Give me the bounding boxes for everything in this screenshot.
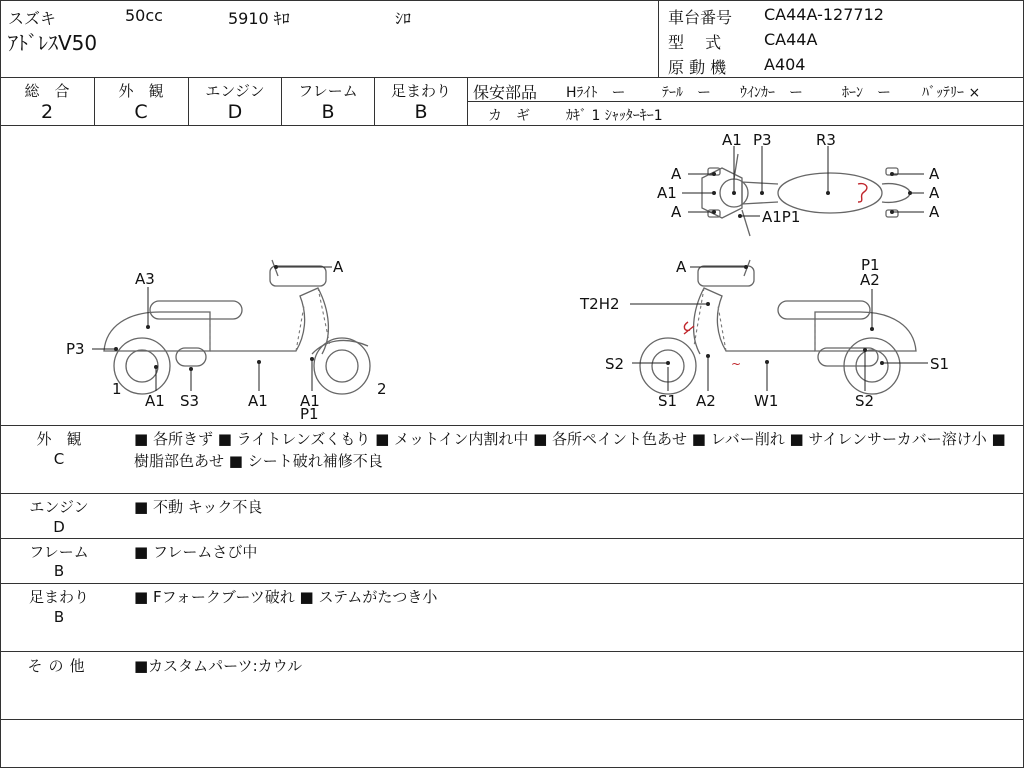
red-mark-tilde: ~ bbox=[731, 357, 742, 371]
detail-frame-label: フレーム bbox=[29, 543, 89, 561]
detail-suspension-text: ■ Fフォークブーツ破れ ■ ステムがたつき小 bbox=[134, 588, 438, 606]
detail-frame-text: ■ フレームさび中 bbox=[134, 543, 258, 561]
left-label-a3: A3 bbox=[135, 270, 155, 288]
left-label-2: 2 bbox=[377, 380, 387, 398]
right-label-s2-left: S2 bbox=[605, 355, 625, 373]
maker: スズキ bbox=[8, 9, 57, 28]
right-label-p1: P1 bbox=[861, 256, 880, 274]
type-value: CA44A bbox=[764, 30, 818, 49]
detail-engine-grade: D bbox=[53, 518, 65, 536]
safety-label: 保安部品 bbox=[473, 83, 538, 102]
safety-battery: ﾊﾞｯﾃﾘｰ × bbox=[922, 85, 981, 101]
type-label: 型 式 bbox=[668, 33, 722, 52]
detail-exterior-text: ■ 各所きず ■ ライトレンズくもり ■ メットイン内割れ中 ■ 各所ペイント色あせ ■ レバー削れ ■ サイレンサーカバー溶け小 ■ 樹脂部色あせ ■ シート破れ補修不良 bbox=[134, 430, 1006, 470]
top-label-a-left-lower: A bbox=[671, 203, 682, 221]
engine-label: 原 動 機 bbox=[668, 58, 727, 77]
top-label-a1-top: A1 bbox=[722, 131, 742, 149]
top-label-a-left-upper: A bbox=[671, 165, 682, 183]
grade-engine-label: エンジン bbox=[205, 82, 265, 100]
model-name: ｱﾄﾞﾚｽV50 bbox=[8, 31, 98, 55]
grade-suspension-value: B bbox=[414, 101, 428, 123]
grade-overall-value: 2 bbox=[40, 101, 54, 123]
safety-headlight: Hﾗｲﾄ ー bbox=[566, 85, 626, 101]
displacement: 50cc bbox=[125, 6, 163, 25]
grade-engine-value: D bbox=[227, 101, 243, 123]
top-label-a-right-lower: A bbox=[929, 203, 940, 221]
right-label-s1-right: S1 bbox=[930, 355, 950, 373]
detail-engine-text: ■ 不動 キック不良 bbox=[134, 498, 263, 516]
right-label-s2-bottom: S2 bbox=[855, 392, 875, 410]
right-label-w1: W1 bbox=[754, 392, 779, 410]
safety-taillight: ﾃｰﾙ ー bbox=[662, 85, 711, 101]
top-label-r3: R3 bbox=[816, 131, 836, 149]
left-label-a1-rear: A1 bbox=[145, 392, 165, 410]
scooter-right-view bbox=[579, 256, 949, 410]
top-label-a-right-upper: A bbox=[929, 165, 940, 183]
scooter-left-view bbox=[66, 258, 387, 423]
mileage: 5910 ｷﾛ bbox=[228, 9, 290, 28]
detail-frame-grade: B bbox=[53, 562, 65, 580]
right-label-a2-top: A2 bbox=[860, 271, 880, 289]
right-label-a2-bottom: A2 bbox=[696, 392, 716, 410]
frame-no-label: 車台番号 bbox=[668, 8, 733, 27]
detail-exterior-grade: C bbox=[53, 450, 65, 468]
left-label-s3: S3 bbox=[180, 392, 200, 410]
frame-no: CA44A-127712 bbox=[764, 5, 884, 24]
left-label-1: 1 bbox=[112, 380, 122, 398]
detail-other-text: ■カスタムパーツ:カウル bbox=[134, 657, 303, 675]
right-label-a: A bbox=[676, 258, 687, 276]
key-value: ｶｷﾞ 1 ｼｬｯﾀｰｷｰ1 bbox=[566, 108, 663, 124]
right-label-t2h2: T2H2 bbox=[580, 295, 620, 313]
right-label-s1-bottom: S1 bbox=[658, 392, 678, 410]
top-label-a1p1: A1P1 bbox=[762, 208, 801, 226]
detail-suspension-grade: B bbox=[53, 608, 65, 626]
engine-value: A404 bbox=[764, 55, 806, 74]
top-label-a1-left: A1 bbox=[657, 184, 677, 202]
safety-winker: ｳｲﾝｶｰ ー bbox=[740, 85, 803, 101]
safety-horn: ﾎｰﾝ ー bbox=[842, 85, 891, 101]
top-label-p3: P3 bbox=[753, 131, 772, 149]
color: ｼﾛ bbox=[395, 9, 412, 28]
grade-exterior-label: 外 観 bbox=[118, 82, 164, 100]
top-label-a-right-mid: A bbox=[929, 184, 940, 202]
scooter-diagram bbox=[0, 126, 1024, 426]
scooter-top-view bbox=[657, 131, 940, 236]
grade-suspension-label: 足まわり bbox=[390, 82, 451, 100]
detail-suspension-label: 足まわり bbox=[28, 588, 89, 606]
detail-other-label: その他 bbox=[27, 657, 91, 675]
grade-frame-value: B bbox=[321, 101, 335, 123]
key-label: カ ギ bbox=[488, 108, 530, 124]
left-label-a1-mid: A1 bbox=[248, 392, 268, 410]
grade-frame-label: フレーム bbox=[298, 82, 358, 100]
grade-exterior-value: C bbox=[134, 101, 148, 123]
left-label-p1: P1 bbox=[300, 405, 319, 423]
left-label-p3: P3 bbox=[66, 340, 85, 358]
left-label-a: A bbox=[333, 258, 344, 276]
left-label-a1-front: A1 bbox=[300, 392, 320, 410]
detail-engine-label: エンジン bbox=[29, 498, 89, 516]
grade-overall-label: 総 合 bbox=[24, 82, 70, 100]
detail-exterior-label: 外 観 bbox=[36, 430, 82, 448]
